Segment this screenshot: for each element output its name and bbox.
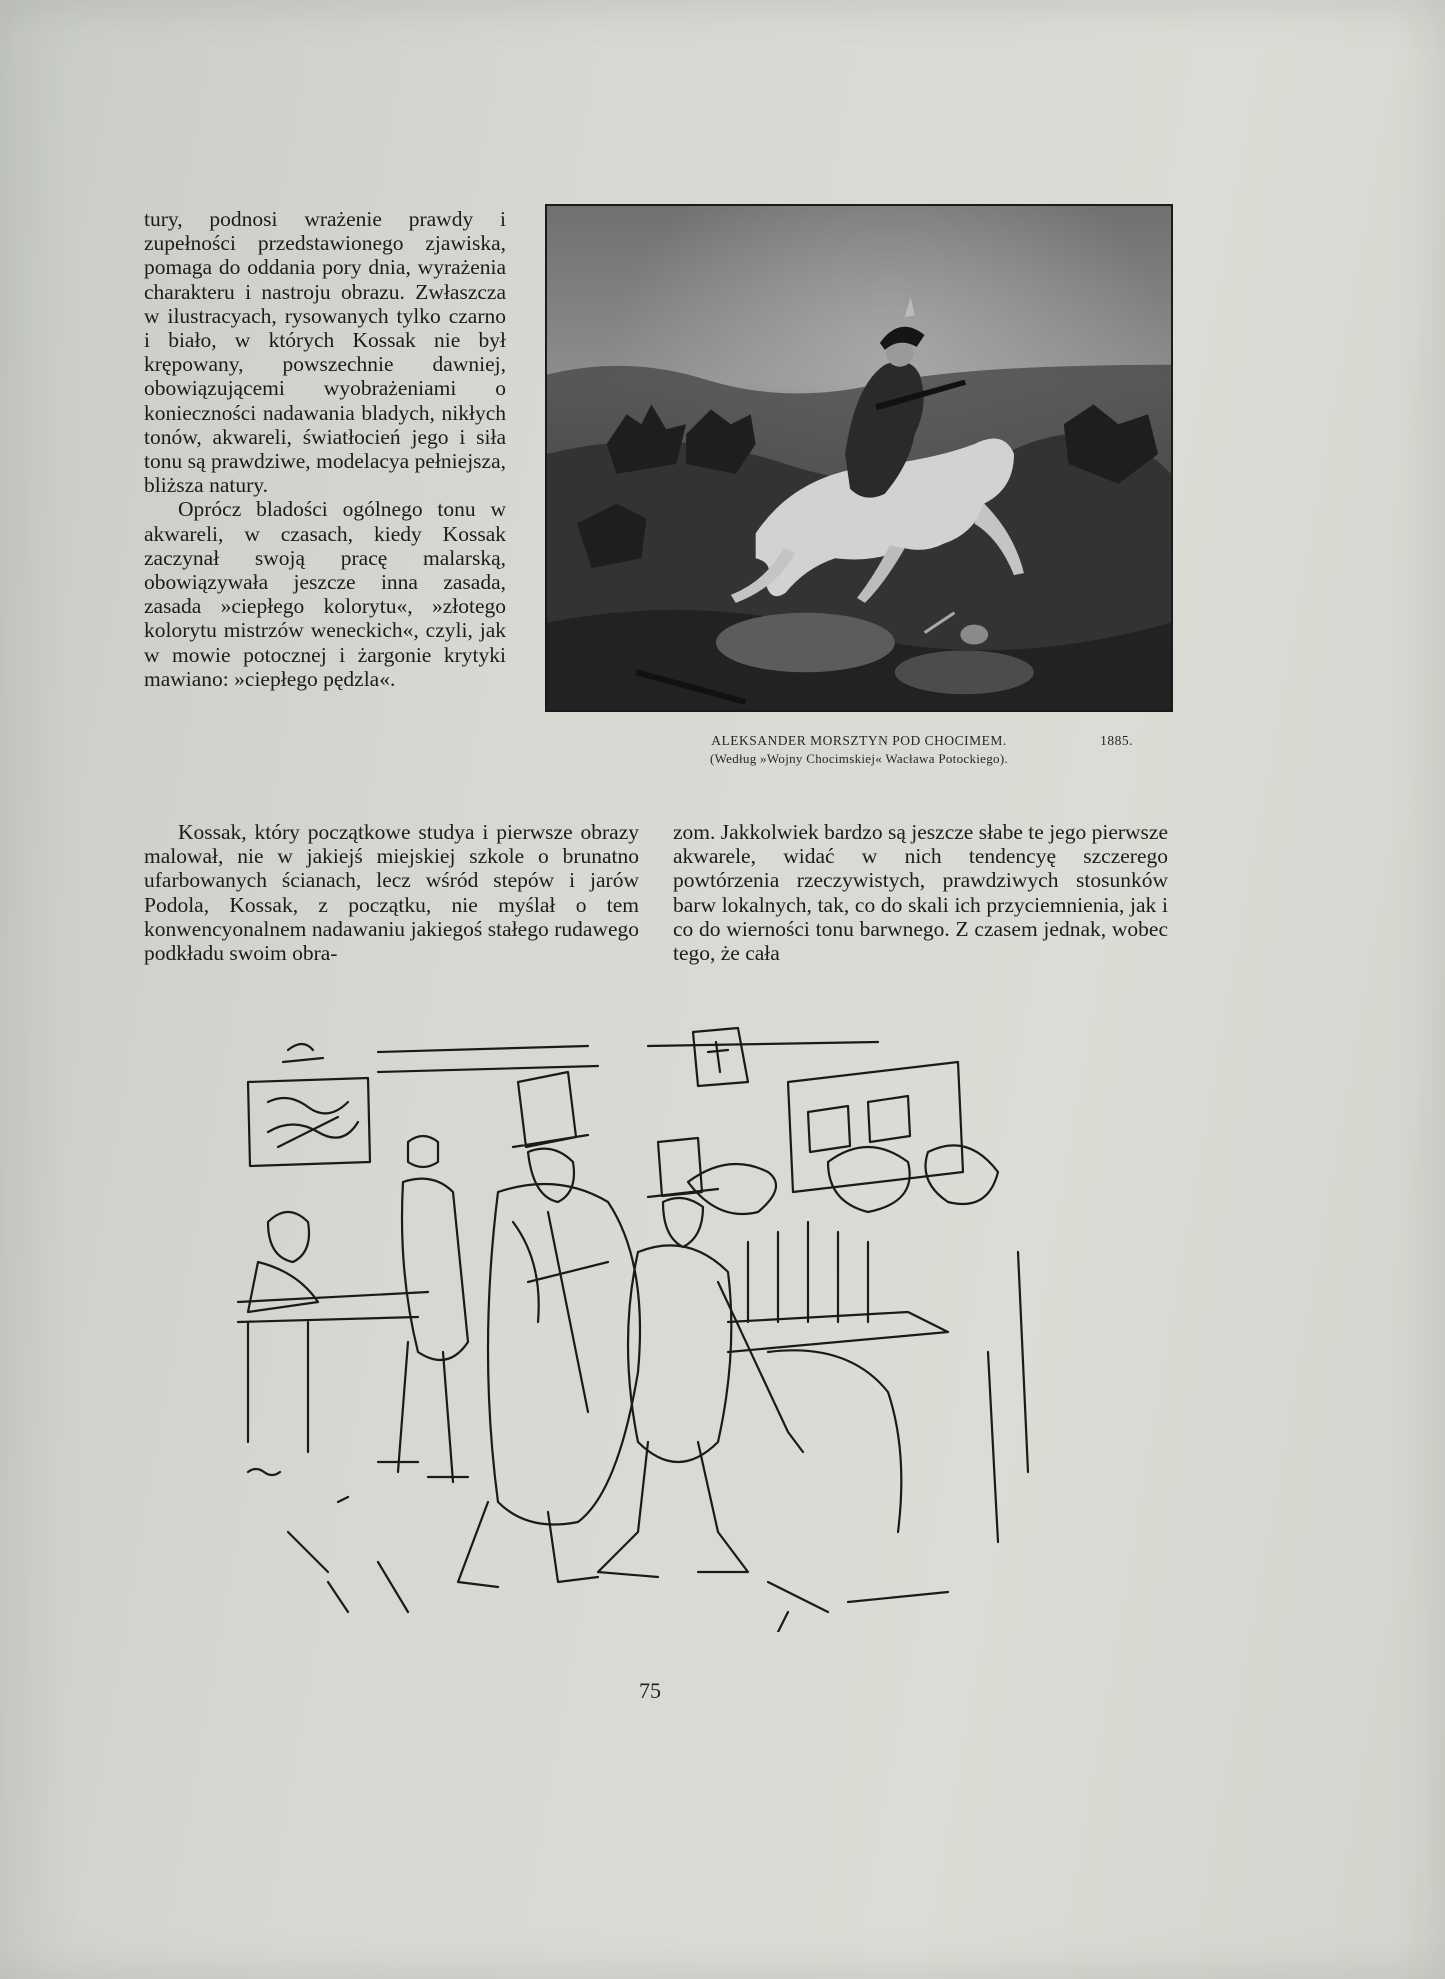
battle-painting-illustration	[547, 206, 1171, 710]
paragraph: zom. Jakkolwiek bardzo są jeszcze słabe te jego pierwsze akwarele, widać w nich tendencyę szczerego powtórzenia rzeczywistych, prawdziwych stosunków barw lokalnych, tak, co do skali ich przyciemnienia, jak i co do wierności tonu barwnego. Z czasem jednak, wobec tego, że cała	[673, 820, 1168, 966]
paragraph: tury, podnosi wrażenie prawdy i zupełności przedstawionego zjawiska, pomaga do oddania pory dnia, wyrażenia charakteru i nastroju obrazu. Zwłaszcza w ilustracyach, rysowanych tylko czarno i biało, w których Kossak nie był krępowany, powszechnie dawniej, obowiązującemi wyobrażeniami o konieczności nadawania bladych, nikłych tonów, akwareli, światłocień jego i siła tonu są prawdziwe, modelacya pełniejsza, bliższa natury.	[144, 207, 506, 498]
painting-plate	[545, 204, 1173, 712]
caption-source: (Według »Wojny Chocimskiej« Wacława Potockiego).	[709, 751, 1009, 766]
bottom-right-column	[673, 820, 1168, 965]
caption-line	[545, 732, 1173, 750]
bottom-left-column	[144, 820, 639, 965]
caption-year: 1885.	[1100, 733, 1133, 748]
page-number: 75	[639, 1678, 661, 1703]
tavern-sketch-illustration	[228, 1022, 1088, 1632]
painting-caption	[545, 732, 1173, 768]
paragraph: Oprócz bladości ogólnego tonu w akwareli, w czasach, kiedy Kossak zaczynał swoją pracę malarską, obowiązywała jeszcze inna zasada, zasada »ciepłego kolorytu«, »złotego kolorytu mistrzów weneckich«, czyli, jak w mowie potocznej i żargonie krytyki mawiano: »ciepłego pędzla«.	[144, 497, 506, 691]
left-text-column	[144, 207, 506, 691]
tavern-sketch	[228, 1022, 1088, 1632]
caption-title: ALEKSANDER MORSZTYN POD CHOCIMEM.	[711, 733, 1007, 748]
paragraph: Kossak, który początkowe studya i pierwsze obrazy malował, nie w jakiejś miejskiej szkole o brunatno ufarbowanych ścianach, lecz wśród stepów i jarów Podola, Kossak, z początku, nie myślał o tem konwencyonalnem nadawaniu jakiegoś stałego rudawego podkładu swoim obra-	[144, 820, 639, 966]
